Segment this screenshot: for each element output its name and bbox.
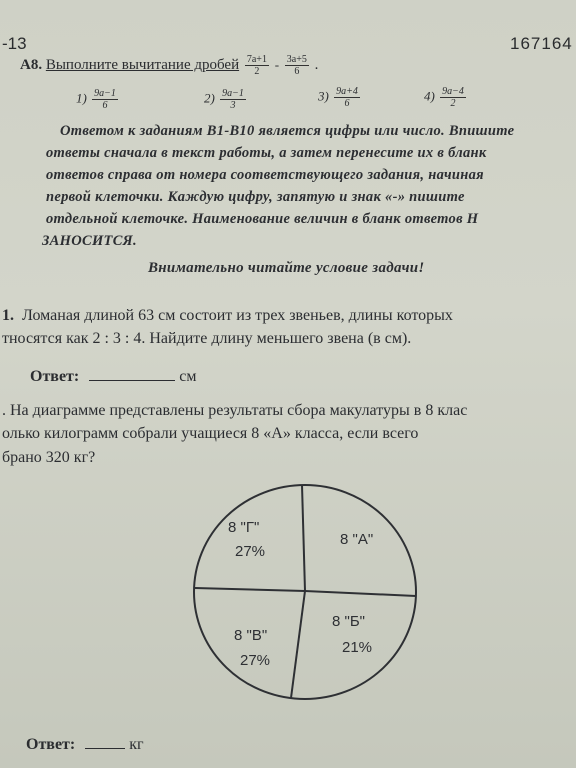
slice-label-b: 8 "Б" bbox=[332, 613, 366, 630]
notice-line-2: ответы сначала в текст работы, а затем перенесите их в бланк bbox=[46, 145, 487, 161]
pie-divider-left bbox=[195, 588, 305, 591]
a8-fraction-2: $\frac{3a+5}{6}$ bbox=[286, 54, 307, 77]
notice-line-1: Ответом к заданиям В1-В10 является цифры или число. Впишите bbox=[60, 123, 515, 139]
b2-line-1: . На диаграмме представлены результаты сбора макулатуры в 8 клас bbox=[2, 402, 468, 419]
slice-label-g: 8 "Г" bbox=[228, 519, 260, 536]
b2-line-3: брано 320 кг? bbox=[2, 449, 96, 466]
slice-value-b: 21% bbox=[342, 639, 373, 656]
b1-line-2: тносятся как 2 : 3 : 4. Найдите длину меньшего звена (в см). bbox=[2, 330, 412, 347]
a8-option-2: 2) $\frac{9a-1}{3}$ bbox=[204, 88, 244, 111]
a8-label: A8. bbox=[20, 56, 43, 73]
pie-divider-right bbox=[305, 591, 416, 596]
b1-answer: Ответ: см bbox=[30, 368, 197, 385]
b1-line-1: 1. Ломаная длиной 63 см состоит из трех звеньев, длины которых bbox=[2, 307, 453, 324]
notice-line-6: ЗАНОСИТСЯ. bbox=[42, 233, 137, 249]
slice-label-v: 8 "В" bbox=[234, 627, 268, 644]
a8-option-1: 1) $\frac{9a-1}{6}$ bbox=[76, 88, 116, 111]
b1-number: 1. bbox=[2, 307, 14, 324]
b2-answer-blank[interactable] bbox=[85, 748, 125, 749]
a8-minus: - bbox=[274, 56, 280, 72]
b2-number: . bbox=[2, 402, 6, 419]
slice-value-g: 27% bbox=[235, 543, 266, 560]
notice-line-4: первой клеточки. Каждую цифру, запятую и знак «-» пишите bbox=[46, 189, 465, 205]
pie-chart bbox=[180, 480, 440, 720]
notice-line-3: ответов справа от номера соответствующего задания, начиная bbox=[46, 167, 484, 183]
pie-divider-bottom-left bbox=[291, 591, 305, 698]
a8-question: A8. Выполните вычитание дробей $\frac{7a+1}{2}$ - $\frac{3a+5}{6}$ . bbox=[20, 54, 319, 77]
a8-fraction-1: $\frac{7a+1}{2}$ bbox=[246, 54, 267, 77]
b2-line-2: олько килограмм собрали учащиеся 8 «А» класса, если всего bbox=[2, 425, 419, 442]
pie-divider-top bbox=[302, 485, 305, 591]
a8-option-3: 3) $\frac{9a+4}{6}$ bbox=[318, 86, 358, 109]
a8-option-4: 4) $\frac{9a-4}{2}$ bbox=[424, 86, 464, 109]
slice-value-v: 27% bbox=[240, 652, 271, 669]
slice-label-a: 8 "А" bbox=[340, 531, 374, 548]
attention-text: Внимательно читайте условие задачи! bbox=[148, 260, 425, 276]
header-variant: -13 bbox=[2, 34, 27, 53]
a8-instruction: Выполните вычитание дробей bbox=[45, 56, 240, 73]
b2-answer: Ответ: кг bbox=[26, 736, 144, 753]
notice-line-5: отдельной клеточке. Наименование величин в бланк ответов Н bbox=[46, 211, 479, 227]
header-code: 167164 bbox=[510, 34, 573, 53]
b1-answer-blank[interactable] bbox=[89, 380, 175, 381]
